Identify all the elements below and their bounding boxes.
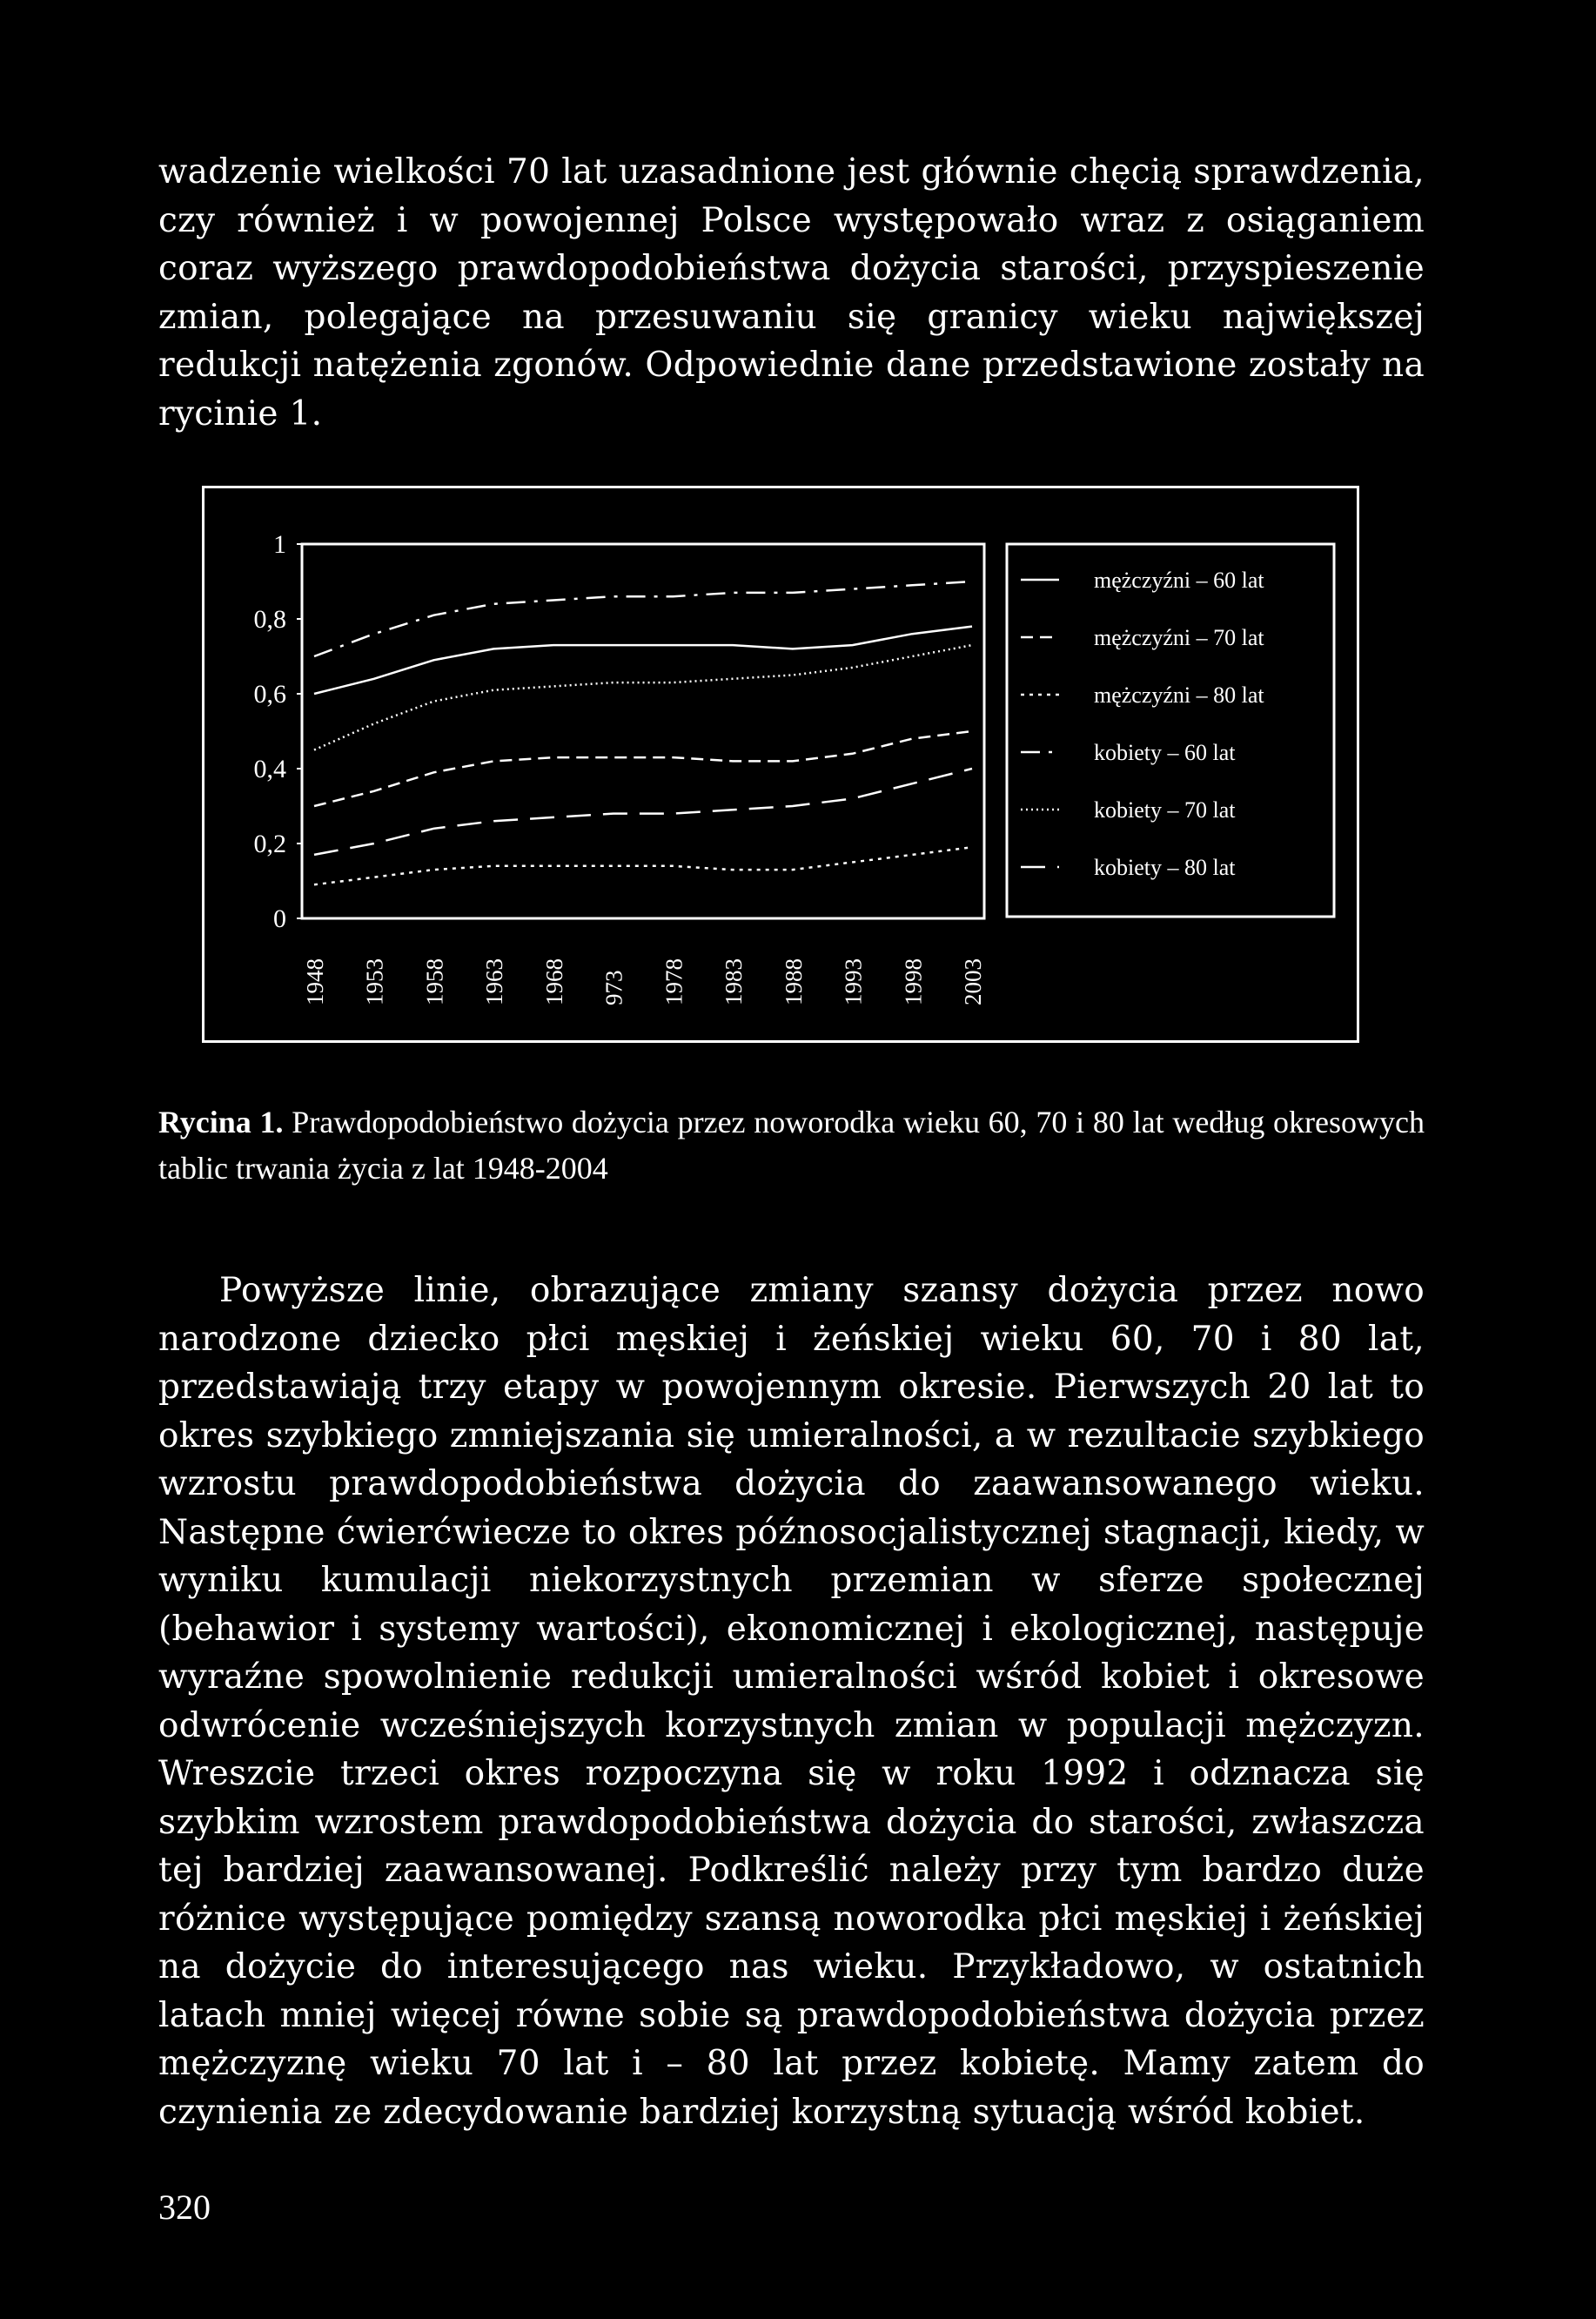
series-line <box>314 769 972 855</box>
legend-label: kobiety – 80 lat <box>1094 855 1236 880</box>
x-tick-label: 1983 <box>721 958 748 1005</box>
paragraph-bottom <box>158 1267 1425 2136</box>
y-tick-label: 0,4 <box>253 755 286 783</box>
y-tick-label: 0,2 <box>253 830 286 858</box>
caption-label: Rycina 1. <box>158 1105 284 1139</box>
line-chart <box>205 488 1357 1040</box>
x-tick-label: 1948 <box>302 958 328 1005</box>
x-tick-label: 1993 <box>840 958 867 1005</box>
legend-label: mężczyźni – 60 lat <box>1094 568 1264 593</box>
series-line <box>314 627 972 694</box>
x-tick-label: 973 <box>600 970 627 1005</box>
y-tick-label: 0,6 <box>253 680 286 709</box>
legend-label: mężczyźni – 80 lat <box>1094 682 1264 708</box>
plot-area-frame <box>302 544 984 918</box>
caption-text: Prawdopodobieństwo dożycia przez noworodka wieku 60, 70 i 80 lat według okresowych tablic trwania życia z lat 1948-2004 <box>158 1105 1425 1186</box>
legend-label: mężczyźni – 70 lat <box>1094 625 1264 650</box>
x-tick-label: 1963 <box>481 958 508 1005</box>
x-tick-label: 1978 <box>661 958 687 1005</box>
legend-label: kobiety – 60 lat <box>1094 740 1236 765</box>
y-tick-label: 0,8 <box>253 605 286 634</box>
y-tick-label: 0 <box>273 904 286 933</box>
paragraph-bottom-text: Powyższe linie, obrazujące zmiany szansy dożycia przez nowo narodzone dziecko płci męskiej i żeńskiej wieku 60, 70 i 80 lat, przedstawiają trzy etapy w powojennym okresie. Pierwszych 20 lat to okres szybkiego zmniejszania się umieralności, a w rezultacie szybkiego wzrostu prawdopodobieństwa dożycia do zaawansowanego wieku. Następne ćwierćwiecze to okres późnosocjalistycznej stagnacji, kiedy, w wyniku kumulacji niekorzystnych przemian w sferze społecznej (behawior i systemy wartości), ekonomicznej i ekologicznej, następuje wyraźne spowolnienie redukcji umieralności wśród kobiet i okresowe odwrócenie wcześniejszych korzystnych zmian w populacji mężczyzn. Wreszcie trzeci okres rozpoczyna się w roku 1992 i odznacza się szybkim wzrostem prawdopodobieństwa dożycia do starości, zwłaszcza tej bardziej zaawansowanej. Podkreślić należy przy tym bardzo duże różnice występujące pomiędzy szansą noworodka płci męskiej i żeńskiej na dożycie do interesującego nas wieku. Przykładowo, w ostatnich latach mniej więcej równe sobie są prawdopodobieństwa dożycia przez mężczyznę wieku 70 lat i – 80 lat przez kobietę. Mamy zatem do czynienia ze zdecydowanie bardziej korzystną sytuacją wśród kobiet. <box>158 1271 1425 2132</box>
x-tick-label: 1958 <box>421 958 448 1005</box>
x-tick-label: 2003 <box>960 958 986 1005</box>
page-number: 320 <box>158 2188 211 2227</box>
paragraph-top <box>158 148 1425 438</box>
x-tick-label: 1968 <box>540 958 567 1005</box>
x-tick-label: 1988 <box>780 958 807 1005</box>
figure-caption <box>158 1099 1425 1192</box>
legend-label: kobiety – 70 lat <box>1094 797 1236 823</box>
series-line <box>314 731 972 806</box>
paragraph-top-text: wadzenie wielkości 70 lat uzasadnione jest głównie chęcią sprawdzenia, czy również i w powojennej Polsce występowało wraz z osiąganiem coraz wyższego prawdopodobieństwa dożycia starości, przyspieszenie zmian, polegające na przesuwaniu się granicy wieku największej redukcji natężenia zgonów. Odpowiednie dane przedstawione zostały na rycinie 1. <box>158 152 1425 434</box>
series-line <box>314 847 972 884</box>
series-line <box>314 645 972 749</box>
x-tick-label: 1998 <box>900 958 927 1005</box>
figure-chart <box>202 486 1359 1043</box>
x-tick-label: 1953 <box>361 958 388 1005</box>
y-tick-label: 1 <box>273 530 286 559</box>
